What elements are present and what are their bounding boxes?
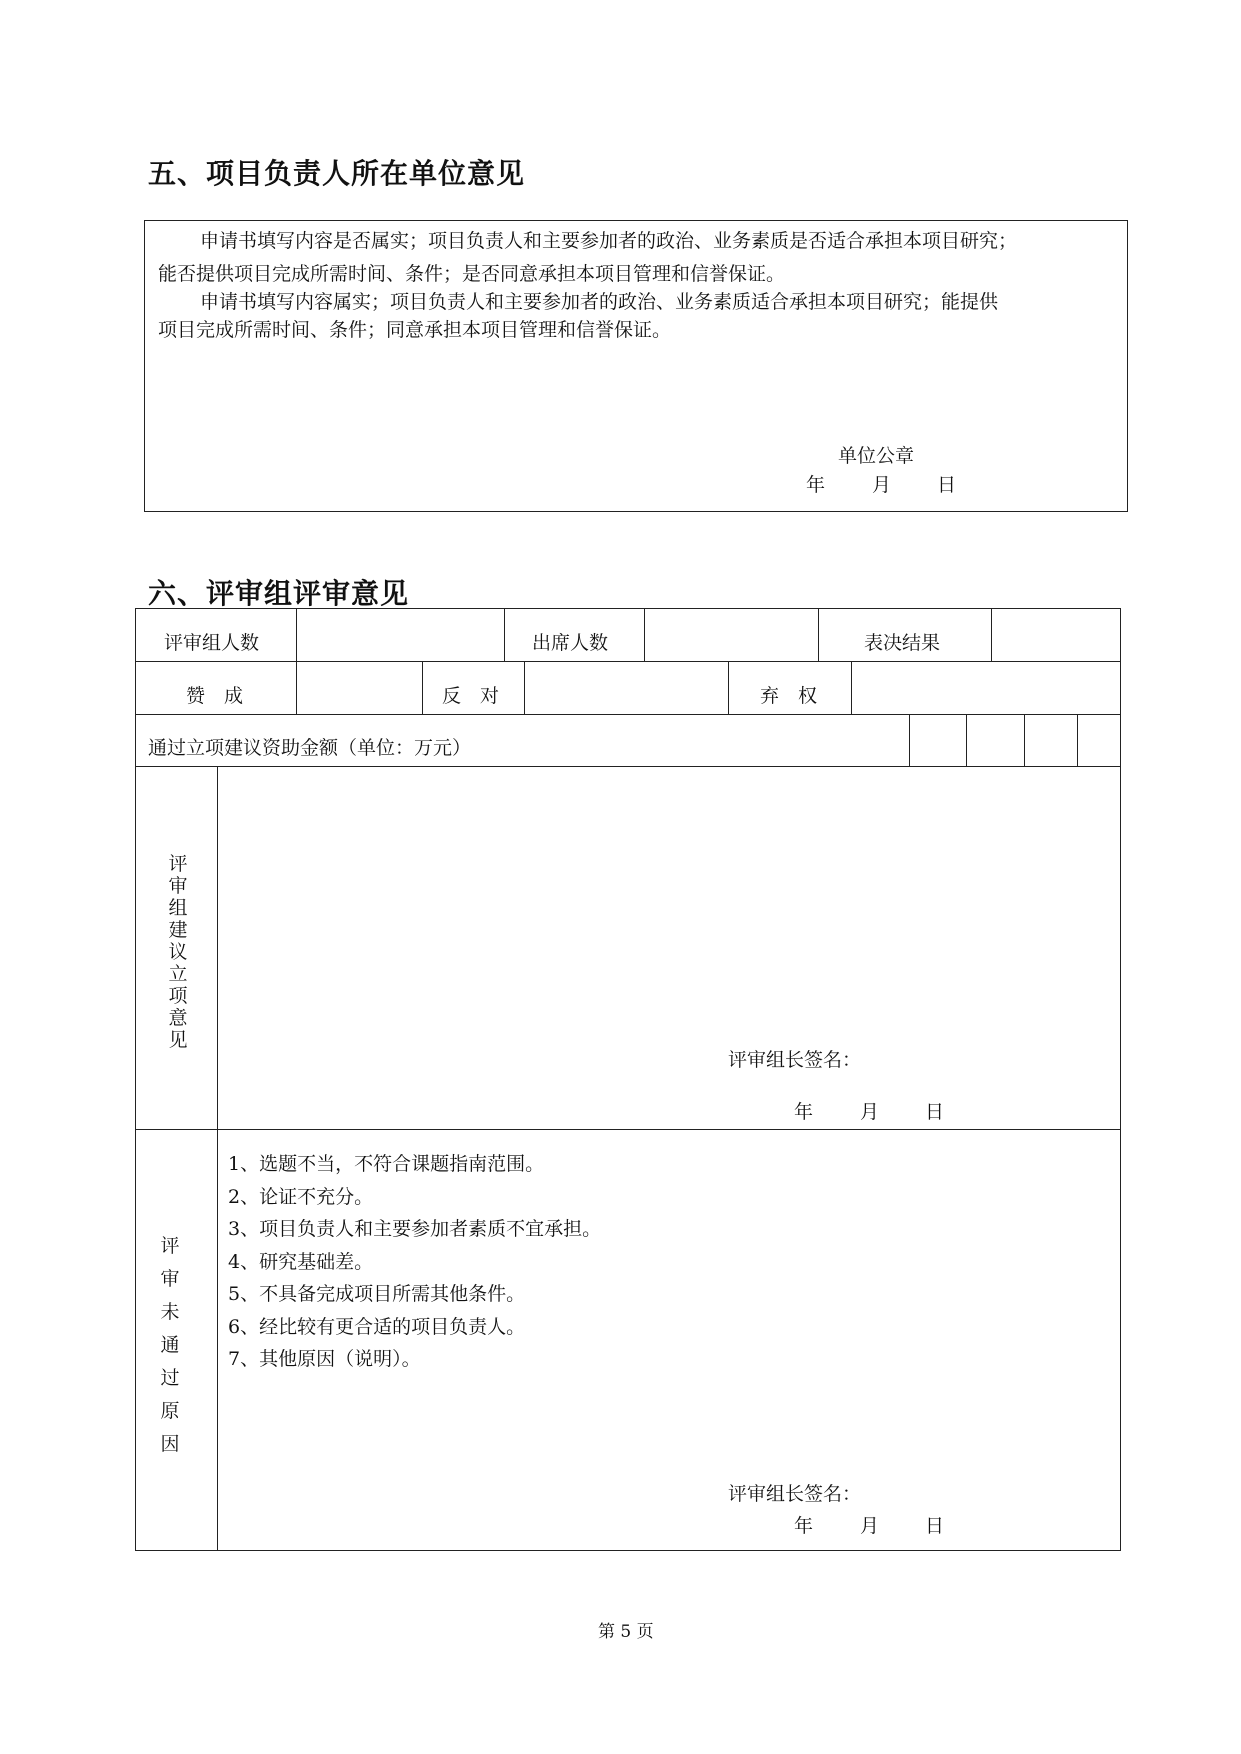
- label-funding-amount: 通过立项建议资助金额（单位：万元）: [148, 737, 472, 759]
- label-review-opinion: 评 审 组 建 议 立 项 意 见: [168, 853, 188, 1051]
- label-review-members: 评审组人数: [164, 632, 260, 654]
- value-review-members[interactable]: [298, 610, 502, 659]
- funding-digit-cell[interactable]: [1079, 716, 1119, 764]
- label-attendees: 出席人数: [532, 632, 609, 654]
- review-opinion-area[interactable]: [219, 768, 1119, 1048]
- value-vote-result[interactable]: [993, 610, 1119, 659]
- unit-seal-label: 单位公章: [838, 445, 915, 467]
- unit-date-year: 年: [806, 474, 826, 496]
- reason-item: 2、论证不充分。: [228, 1186, 374, 1208]
- reason-item: 6、经比较有更合适的项目负责人。: [228, 1316, 526, 1338]
- funding-digit-cell[interactable]: [1026, 716, 1075, 764]
- section6-heading: 六、评审组评审意见: [148, 577, 410, 610]
- reason-item: 3、项目负责人和主要参加者素质不宜承担。: [228, 1218, 602, 1240]
- unit-date-day: 日: [937, 474, 957, 496]
- opinion-date-year: 年: [794, 1101, 814, 1123]
- label-rejection-reasons: 评 审 未 通 过 原 因: [160, 1235, 180, 1455]
- reasons-signature-label: 评审组长签名：: [728, 1483, 862, 1505]
- value-abstain[interactable]: [853, 663, 1119, 712]
- reasons-date-day: 日: [925, 1515, 945, 1537]
- opinion-date-day: 日: [925, 1101, 945, 1123]
- funding-digit-cell[interactable]: [911, 716, 964, 764]
- funding-digit-cell[interactable]: [968, 716, 1022, 764]
- unit-opinion-para2-line2: 项目完成所需时间、条件；同意承担本项目管理和信誉保证。: [158, 319, 672, 341]
- page-number: 第 5 页: [598, 1622, 654, 1642]
- unit-opinion-para1-line1: 申请书填写内容是否属实；项目负责人和主要参加者的政治、业务素质是否适合承担本项目研究；: [200, 230, 1018, 252]
- label-oppose: 反 对: [442, 685, 500, 707]
- reason-item: 1、选题不当，不符合课题指南范围。: [228, 1153, 545, 1175]
- reasons-date-month: 月: [860, 1515, 880, 1537]
- value-approve[interactable]: [298, 663, 420, 712]
- opinion-date-month: 月: [860, 1101, 880, 1123]
- reason-item: 7、其他原因（说明）。: [228, 1348, 421, 1370]
- section5-heading: 五、项目负责人所在单位意见: [148, 157, 526, 190]
- label-approve: 赞 成: [186, 685, 244, 707]
- opinion-signature-label: 评审组长签名：: [728, 1049, 862, 1071]
- unit-opinion-para1-line2: 能否提供项目完成所需时间、条件；是否同意承担本项目管理和信誉保证。: [158, 263, 786, 285]
- reason-item: 4、研究基础差。: [228, 1251, 374, 1273]
- unit-date-month: 月: [872, 474, 892, 496]
- unit-opinion-para2-line1: 申请书填写内容属实；项目负责人和主要参加者的政治、业务素质适合承担本项目研究；能提供: [200, 291, 999, 313]
- reason-item: 5、不具备完成项目所需其他条件。: [228, 1283, 526, 1305]
- value-oppose[interactable]: [526, 663, 726, 712]
- value-attendees[interactable]: [646, 610, 816, 659]
- label-vote-result: 表决结果: [864, 632, 941, 654]
- reasons-date-year: 年: [794, 1515, 814, 1537]
- label-abstain: 弃 权: [760, 685, 818, 707]
